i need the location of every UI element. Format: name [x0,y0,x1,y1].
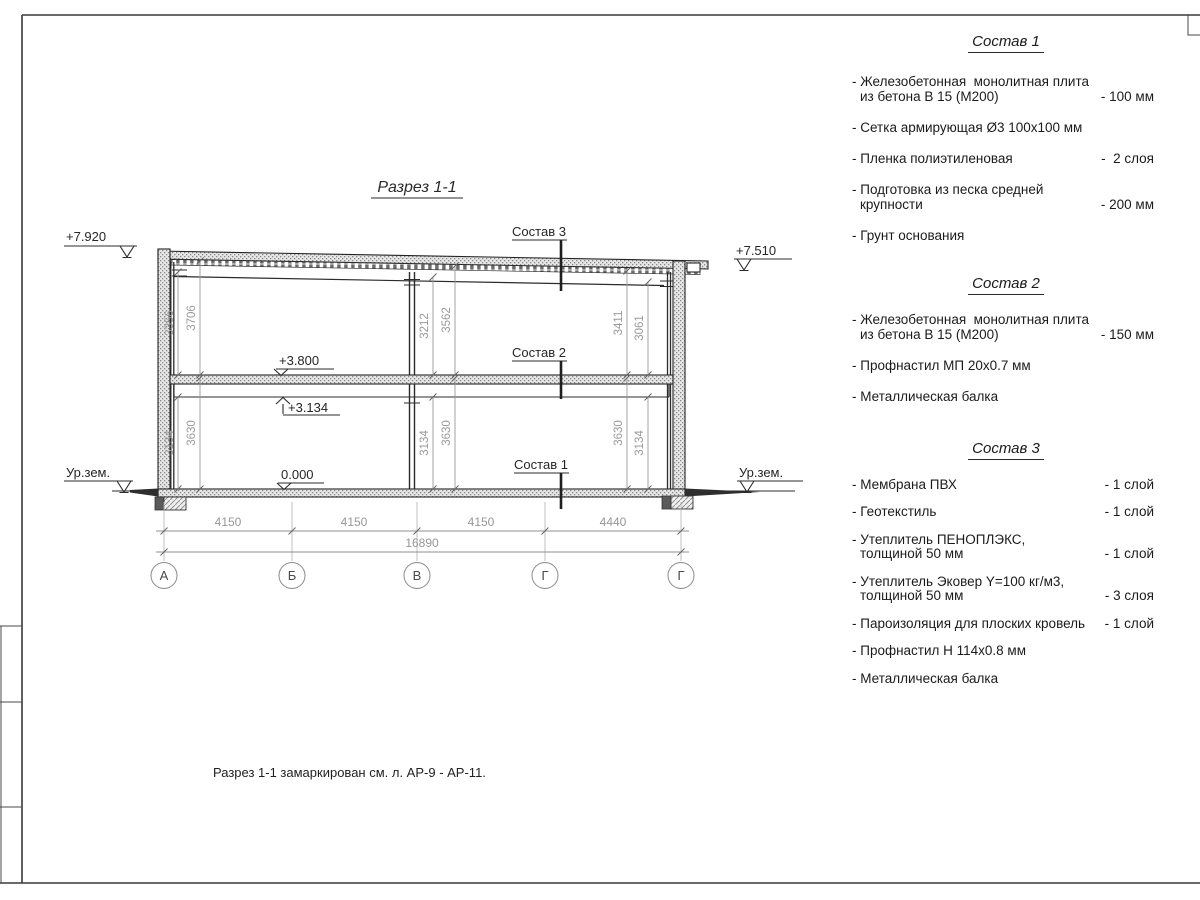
dim-value: 3562 [441,307,453,333]
dim-value: 3706 [186,305,198,331]
level-roof-left [64,229,137,258]
svg-text:Ур.зем.: Ур.зем. [739,465,784,480]
axis-bubbles [151,563,694,589]
dim-value: 3212 [419,313,431,339]
svg-text:+7.510: +7.510 [736,243,777,258]
svg-text:+3.134: +3.134 [288,400,329,415]
material-item: - Утеплитель ПЕНОПЛЭКС, толщиной 50 мм - 1 слой [852,531,1154,561]
axis-label: Г [677,568,685,583]
level-roof-right [734,243,792,271]
floor-slab [170,375,673,397]
axis-label: Г [541,568,549,583]
material-item: - Подготовка из песка средней крупности - 200 мм [852,182,1154,212]
drawing-title-text: Разрез 1-1 [377,179,457,196]
axis-label: А [159,568,169,583]
left-wall [158,249,174,497]
svg-text:Ур.зем.: Ур.зем. [66,465,111,480]
composition-title: Состав 1 [852,34,1160,49]
material-item: - Металлическая балка [852,670,999,686]
level-floor2-top [274,353,334,376]
dim-value: 3134 [164,430,176,456]
material-item: - Профнастил Н 114х0.8 мм [852,643,1026,658]
svg-text:+7.920: +7.920 [66,229,107,244]
roof-edge-bracket [687,263,700,272]
ground-wedge-left [130,489,158,497]
material-item: - Пароизоляция для плоских кровель - 1 слой [852,615,1154,631]
ground-slab [112,489,795,511]
material-item: - Сетка армирующая Ø3 100х100 мм [852,120,1083,135]
dim-value: 3630 [613,420,625,446]
callout-label-sostav2: Состав 2 [512,345,566,360]
dim-value: 4150 [467,515,495,529]
corner-stamp-box [1188,15,1200,35]
dim-value: 4150 [214,515,242,529]
level-floor2-beam [276,398,340,416]
material-item: - Железобетонная монолитная плита из бетона В 15 (М200) - 150 мм [852,312,1154,342]
dim-value: 3630 [441,420,453,446]
material-item: - Грунт основания [852,228,965,243]
drawing-title [371,179,463,198]
material-item: - Мембрана ПВХ - 1 слой [852,476,1154,492]
composition-title: Состав 2 [852,276,1160,291]
dim-value: 3061 [634,315,646,341]
dim-value: 3134 [419,430,431,456]
composition-list-2 [852,276,1160,420]
drawing-note: Разрез 1-1 замаркирован см. л. АР-9 - АР-11. [213,765,486,780]
dim-total-value: 16890 [405,536,439,550]
level-ground-right [737,465,803,493]
material-item: - Геотекстиль - 1 слой [852,504,1154,519]
material-item: - Железобетонная монолитная плита из бетона В 15 (М200) - 100 мм [852,74,1154,104]
callout-label-sostav1: Состав 1 [514,457,568,472]
dim-value: 3630 [186,420,198,446]
dim-value: 4440 [599,515,627,529]
axis-label: Б [287,568,297,583]
composition-title: Состав 3 [852,442,1160,457]
level-ground-left [64,465,133,493]
material-item: - Металлическая балка [852,389,999,404]
footing-right [662,496,671,509]
level-zero [277,467,324,490]
svg-text:+3.800: +3.800 [279,353,320,368]
composition-list-1 [852,34,1160,259]
composition-list-3 [852,442,1160,699]
svg-text:0.000: 0.000 [281,467,314,482]
material-item: - Пленка полиэтиленовая - 2 слоя [852,151,1154,166]
dim-value: 4150 [340,515,368,529]
horizontal-dimensions [156,502,689,561]
footing-left [155,497,164,510]
material-item: - Профнастил МП 20х0.7 мм [852,358,1031,373]
dim-value: 3411 [613,310,625,336]
callout-label-sostav3: Состав 3 [512,224,566,239]
material-item: - Утеплитель Эковер Y=100 кг/м3, толщиной 50 мм - 3 слоя [852,573,1154,603]
dim-value: 3356 [164,310,176,336]
dim-value: 3134 [634,430,646,456]
axis-label: В [412,568,422,583]
